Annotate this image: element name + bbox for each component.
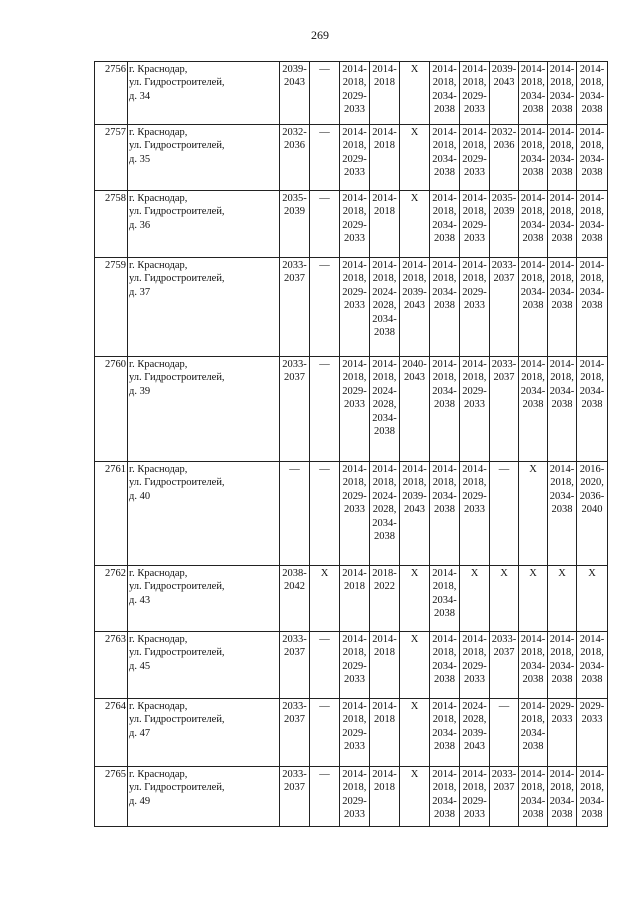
period-cell: 2016- 2020, 2036- 2040 (577, 462, 608, 566)
period-cell: 2014- 2018, 2029- 2033 (460, 125, 490, 191)
period-cell: 2014- 2018, 2029- 2033 (340, 632, 370, 699)
period-cell: 2014- 2018, 2034- 2038 (430, 258, 460, 357)
period-cell: 2014- 2018, 2034- 2038 (577, 191, 608, 258)
address-cell (128, 125, 280, 191)
period-cell: 2014- 2018, 2039- 2043 (400, 462, 430, 566)
table-row (95, 462, 608, 566)
table-row (95, 191, 608, 258)
address-line: г. Краснодар, (129, 359, 188, 370)
period-cell: 2018- 2022 (370, 566, 400, 632)
address-line: д. 37 (129, 286, 151, 298)
period-cell: 2035- 2039 (280, 191, 310, 258)
address-line: д. 36 (129, 219, 151, 231)
table-row (95, 62, 608, 125)
period-cell: — (280, 462, 310, 566)
period-cell: X (460, 566, 490, 632)
period-cell: 2014- 2018, 2024- 2028, 2034- 2038 (370, 357, 400, 462)
address-line: д. 39 (129, 385, 151, 397)
address-line: д. 34 (129, 90, 151, 102)
period-cell: 2014- 2018, 2034- 2038 (430, 125, 460, 191)
table-row (95, 357, 608, 462)
period-cell: 2014- 2018, 2034- 2038 (519, 125, 548, 191)
period-cell: 2033- 2037 (280, 632, 310, 699)
period-cell: X (400, 191, 430, 258)
period-cell: 2014- 2018, 2034- 2038 (430, 632, 460, 699)
period-cell: 2014- 2018, 2029- 2033 (460, 357, 490, 462)
period-cell: 2014- 2018 (370, 632, 400, 699)
address-line: г. Краснодар, (129, 769, 188, 780)
address-line: д. 45 (129, 660, 151, 672)
address-line: ул. Гидростроителей, (129, 140, 225, 152)
period-cell: 2038- 2042 (280, 566, 310, 632)
period-cell: X (577, 566, 608, 632)
period-cell: 2014- 2018, 2039- 2043 (400, 258, 430, 357)
period-cell: 2024- 2028, 2039- 2043 (460, 699, 490, 767)
address-line: г. Краснодар, (129, 464, 188, 475)
address-line: д. 49 (129, 795, 151, 807)
period-cell: 2014- 2018, 2034- 2038 (519, 191, 548, 258)
period-cell: 2014- 2018, 2034- 2038 (548, 191, 577, 258)
period-cell: 2014- 2018, 2029- 2033 (460, 62, 490, 125)
address-line: ул. Гидростроителей, (129, 782, 225, 794)
address-line: ул. Гидростроителей, (129, 714, 225, 726)
period-cell: 2014- 2018, 2029- 2033 (340, 258, 370, 357)
period-cell: 2014- 2018, 2034- 2038 (548, 62, 577, 125)
period-cell: 2014- 2018, 2034- 2038 (577, 767, 608, 827)
period-cell: — (310, 62, 340, 125)
period-cell: X (400, 767, 430, 827)
period-cell: 2035- 2039 (490, 191, 519, 258)
period-cell: 2014- 2018, 2034- 2038 (430, 462, 460, 566)
period-cell: 2014- 2018, 2034- 2038 (548, 632, 577, 699)
period-cell: X (400, 566, 430, 632)
table-body (95, 62, 608, 827)
period-cell: 2014- 2018, 2034- 2038 (430, 357, 460, 462)
address-line: д. 43 (129, 594, 151, 606)
period-cell: 2039- 2043 (280, 62, 310, 125)
period-cell: 2014- 2018 (370, 191, 400, 258)
period-cell: — (310, 462, 340, 566)
period-cell: — (310, 357, 340, 462)
address-cell (128, 632, 280, 699)
period-cell: 2014- 2018, 2029- 2033 (460, 767, 490, 827)
period-cell: 2014- 2018, 2024- 2028, 2034- 2038 (370, 462, 400, 566)
address-line: ул. Гидростроителей, (129, 477, 225, 489)
period-cell: 2014- 2018, 2034- 2038 (548, 357, 577, 462)
period-cell: 2014- 2018, 2034- 2038 (430, 566, 460, 632)
address-line: д. 35 (129, 153, 151, 165)
period-cell: 2014- 2018, 2034- 2038 (577, 125, 608, 191)
period-cell: X (519, 566, 548, 632)
period-cell: 2014- 2018, 2034- 2038 (519, 632, 548, 699)
address-line: д. 47 (129, 727, 151, 739)
row-number-cell: 2760 (95, 357, 128, 462)
address-line: г. Краснодар, (129, 193, 188, 204)
row-number-cell: 2762 (95, 566, 128, 632)
period-cell: 2033- 2037 (490, 357, 519, 462)
period-cell: 2014- 2018, 2034- 2038 (577, 357, 608, 462)
period-cell: — (310, 258, 340, 357)
address-line: г. Краснодар, (129, 127, 188, 138)
row-number-cell: 2757 (95, 125, 128, 191)
table-row (95, 699, 608, 767)
period-cell: — (310, 125, 340, 191)
period-cell: X (400, 62, 430, 125)
period-cell: 2014- 2018, 2034- 2038 (519, 258, 548, 357)
row-number-cell: 2761 (95, 462, 128, 566)
period-cell: 2014- 2018, 2029- 2033 (340, 191, 370, 258)
address-line: ул. Гидростроителей, (129, 372, 225, 384)
period-cell: 2014- 2018, 2034- 2038 (519, 699, 548, 767)
address-cell (128, 357, 280, 462)
housing-register-table (94, 61, 608, 827)
period-cell: 2014- 2018, 2034- 2038 (430, 699, 460, 767)
row-number-cell: 2756 (95, 62, 128, 125)
address-line: ул. Гидростроителей, (129, 206, 225, 218)
period-cell: 2033- 2037 (280, 258, 310, 357)
period-cell: — (490, 462, 519, 566)
period-cell: 2014- 2018, 2034- 2038 (548, 767, 577, 827)
period-cell: 2014- 2018, 2034- 2038 (519, 62, 548, 125)
period-cell: — (310, 767, 340, 827)
period-cell: 2014- 2018, 2034- 2038 (548, 125, 577, 191)
period-cell: 2014- 2018, 2029- 2033 (340, 767, 370, 827)
row-number-cell: 2759 (95, 258, 128, 357)
period-cell: 2014- 2018, 2034- 2038 (430, 767, 460, 827)
row-number-cell: 2758 (95, 191, 128, 258)
address-cell (128, 699, 280, 767)
period-cell: 2014- 2018, 2029- 2033 (460, 258, 490, 357)
period-cell: 2032- 2036 (280, 125, 310, 191)
period-cell: 2014- 2018, 2034- 2038 (430, 62, 460, 125)
period-cell: 2032- 2036 (490, 125, 519, 191)
table-row (95, 632, 608, 699)
period-cell: 2029- 2033 (548, 699, 577, 767)
period-cell: X (519, 462, 548, 566)
row-number-cell: 2765 (95, 767, 128, 827)
period-cell: 2014- 2018, 2034- 2038 (577, 632, 608, 699)
page-number: 269 (311, 28, 329, 42)
period-cell: 2014- 2018 (370, 62, 400, 125)
period-cell: 2033- 2037 (490, 258, 519, 357)
period-cell: — (310, 699, 340, 767)
period-cell: X (400, 632, 430, 699)
period-cell: 2040- 2043 (400, 357, 430, 462)
period-cell: X (310, 566, 340, 632)
address-line: г. Краснодар, (129, 568, 188, 579)
period-cell: X (548, 566, 577, 632)
period-cell: X (400, 699, 430, 767)
period-cell: 2014- 2018, 2029- 2033 (460, 462, 490, 566)
address-line: ул. Гидростроителей, (129, 581, 225, 593)
period-cell: 2029- 2033 (577, 699, 608, 767)
period-cell: X (400, 125, 430, 191)
table-row (95, 258, 608, 357)
period-cell: 2014- 2018, 2029- 2033 (460, 632, 490, 699)
period-cell: 2014- 2018, 2029- 2033 (340, 62, 370, 125)
period-cell: 2033- 2037 (280, 357, 310, 462)
period-cell: X (490, 566, 519, 632)
address-cell (128, 566, 280, 632)
period-cell: 2014- 2018, 2034- 2038 (430, 191, 460, 258)
table-row (95, 566, 608, 632)
period-cell: — (310, 191, 340, 258)
period-cell: 2014- 2018 (340, 566, 370, 632)
period-cell: 2014- 2018, 2034- 2038 (519, 767, 548, 827)
period-cell: — (490, 699, 519, 767)
address-cell (128, 462, 280, 566)
period-cell: 2014- 2018, 2029- 2033 (460, 191, 490, 258)
address-cell (128, 62, 280, 125)
address-line: ул. Гидростроителей, (129, 273, 225, 285)
period-cell: 2014- 2018 (370, 767, 400, 827)
table-row (95, 767, 608, 827)
address-cell (128, 258, 280, 357)
period-cell: 2014- 2018, 2034- 2038 (548, 258, 577, 357)
address-line: д. 40 (129, 490, 151, 502)
period-cell: 2014- 2018 (370, 699, 400, 767)
period-cell: 2014- 2018, 2034- 2038 (548, 462, 577, 566)
address-line: г. Краснодар, (129, 260, 188, 271)
period-cell: 2033- 2037 (490, 632, 519, 699)
address-line: г. Краснодар, (129, 64, 188, 75)
period-cell: 2033- 2037 (490, 767, 519, 827)
address-cell (128, 191, 280, 258)
period-cell: 2014- 2018, 2034- 2038 (577, 258, 608, 357)
period-cell: 2014- 2018, 2029- 2033 (340, 125, 370, 191)
period-cell: 2014- 2018, 2029- 2033 (340, 462, 370, 566)
period-cell: 2014- 2018, 2029- 2033 (340, 357, 370, 462)
table-row (95, 125, 608, 191)
period-cell: 2014- 2018, 2024- 2028, 2034- 2038 (370, 258, 400, 357)
period-cell: — (310, 632, 340, 699)
period-cell: 2039- 2043 (490, 62, 519, 125)
period-cell: 2033- 2037 (280, 767, 310, 827)
row-number-cell: 2764 (95, 699, 128, 767)
address-line: г. Краснодар, (129, 701, 188, 712)
address-line: г. Краснодар, (129, 634, 188, 645)
period-cell: 2014- 2018, 2034- 2038 (519, 357, 548, 462)
address-line: ул. Гидростроителей, (129, 647, 225, 659)
row-number-cell: 2763 (95, 632, 128, 699)
period-cell: 2014- 2018, 2029- 2033 (340, 699, 370, 767)
address-cell (128, 767, 280, 827)
period-cell: 2033- 2037 (280, 699, 310, 767)
period-cell: 2014- 2018 (370, 125, 400, 191)
period-cell: 2014- 2018, 2034- 2038 (577, 62, 608, 125)
address-line: ул. Гидростроителей, (129, 77, 225, 89)
